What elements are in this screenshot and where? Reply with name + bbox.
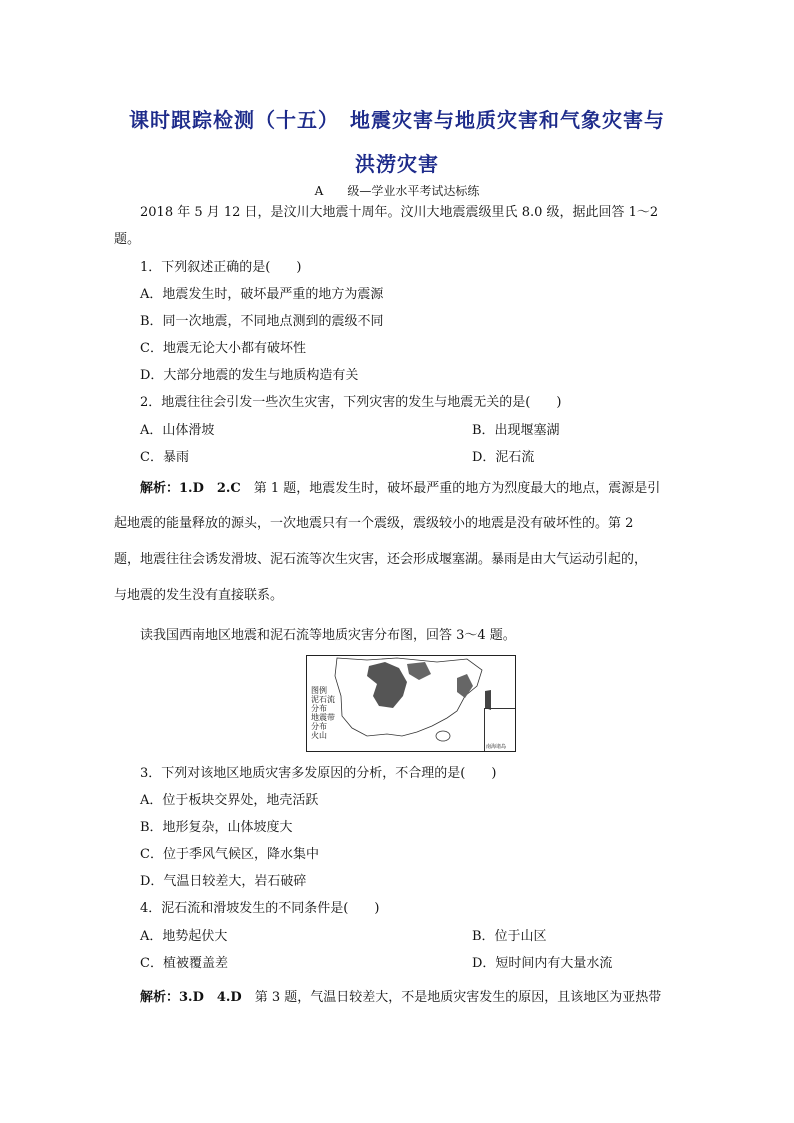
analysis-1-line3: 题，地震往往会诱发滑坡、泥石流等次生灾害，还会形成堰塞湖。暴雨是由大气运动引起的， xyxy=(114,552,648,567)
question-4-option-c: C．植被覆盖差 xyxy=(140,956,228,971)
legend-title: 图例 xyxy=(311,686,327,695)
question-2-stem: 2．地震往往会引发一些次生灾害，下列灾害的发生与地震无关的是( ) xyxy=(140,395,562,410)
legend-item-seismic-belt: 地震带分布 xyxy=(311,713,335,731)
legend-item-volcano: 火山 xyxy=(311,731,327,740)
map-legend xyxy=(311,686,341,740)
analysis-2 xyxy=(140,986,661,1005)
inset-label: 南海诸岛 xyxy=(486,744,507,750)
question-3-stem: 3．下列对该地区地质灾害多发原因的分析，不合理的是( ) xyxy=(140,766,497,781)
question-2-option-d: D．泥石流 xyxy=(472,450,535,465)
map-inset xyxy=(484,708,515,751)
question-4-stem: 4．泥石流和滑坡发生的不同条件是( ) xyxy=(140,901,380,916)
analysis-1-line2: 起地震的能量释放的源头，一次地震只有一个震级，震级较小的地震是没有破坏性的。第 2 xyxy=(114,516,634,531)
question-3-option-d: D．气温日较差大，岩石破碎 xyxy=(140,874,307,889)
question-4-option-b: B．位于山区 xyxy=(472,929,547,944)
question-4-option-d: D．短时间内有大量水流 xyxy=(472,956,613,971)
intro-text-cont: 题。 xyxy=(114,232,141,247)
question-3-option-a: A．位于板块交界处，地壳活跃 xyxy=(140,793,319,808)
page-title-line2: 洪涝灾害 xyxy=(355,152,439,176)
question-4-option-a: A．地势起伏大 xyxy=(140,929,228,944)
analysis-1 xyxy=(140,477,660,496)
question-1-option-c: C．地震无论大小都有破坏性 xyxy=(140,341,306,356)
legend-item-debris-flow: 泥石流分布 xyxy=(311,695,335,713)
question-1-option-d: D．大部分地震的发生与地质构造有关 xyxy=(140,368,359,383)
question-3-option-b: B．地形复杂，山体坡度大 xyxy=(140,820,293,835)
analysis-1-text: 第 1 题，地震发生时，破坏最严重的地方为烈度最大的地点，震源是引 xyxy=(240,481,661,496)
analysis-1-label: 解析：1.D 2.C xyxy=(140,481,241,496)
question-3-option-c: C．位于季风气候区，降水集中 xyxy=(140,847,319,862)
intro-text: 2018 年 5 月 12 日，是汶川大地震十周年。汶川大地震震级里氏 8.0 级，据此回答 1～2 xyxy=(140,205,659,220)
section-heading: A 级—学业水平考试达标练 xyxy=(314,184,480,198)
question-1-stem: 1．下列叙述正确的是( ) xyxy=(140,260,302,275)
question-2-option-c: C．暴雨 xyxy=(140,450,189,465)
question-1-option-a: A．地震发生时，破坏最严重的地方为震源 xyxy=(140,287,384,302)
page-title: 课时跟踪检测（十五） 地震灾害与地质灾害和气象灾害与 xyxy=(129,108,665,132)
analysis-2-text: 第 3 题，气温日较差大，不是地质灾害发生的原因，且该地区为亚热带 xyxy=(241,990,662,1005)
question-1-option-b: B．同一次地震，不同地点测到的震级不同 xyxy=(140,314,384,329)
analysis-2-label: 解析：3.D 4.D xyxy=(140,990,242,1005)
question-2-option-a: A．山体滑坡 xyxy=(140,423,215,438)
question-2-option-b: B．出现堰塞湖 xyxy=(472,423,560,438)
disaster-distribution-map xyxy=(306,655,516,752)
reading-prompt: 读我国西南地区地震和泥石流等地质灾害分布图，回答 3～4 题。 xyxy=(140,628,516,643)
analysis-1-line4: 与地震的发生没有直接联系。 xyxy=(114,588,284,603)
